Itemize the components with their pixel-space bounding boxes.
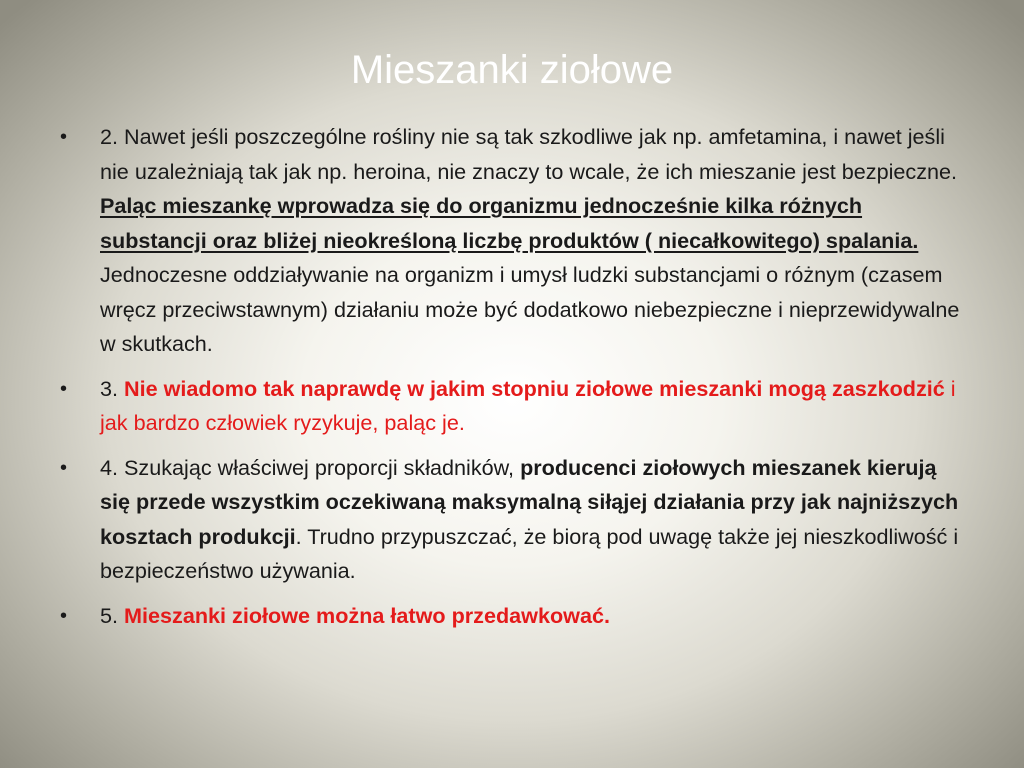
bullet-item-2 — [60, 120, 960, 362]
bullet-icon: • — [60, 604, 68, 627]
bullet-text: 4. Szukając właściwej proporcji składników, — [100, 454, 521, 480]
bullet-item-4 — [60, 451, 960, 589]
bullet-text: 3. — [100, 375, 125, 401]
bullet-icon: • — [60, 377, 68, 400]
slide-title: Mieszanki ziołowe — [350, 48, 674, 92]
bullet-text: Jednoczesne oddziaływanie na organizm i umysł ludzki substancjami o różnym (czasem wręcz przeciwstawnym) działaniu może być dodatkowo niebezpieczne i nieprzewidywalne w skutkach. — [100, 262, 960, 356]
bullet-emphasis-red: Nie wiadomo tak naprawdę w jakim stopniu ziołowe mieszanki mogą zaszkodzić — [124, 375, 945, 401]
bullet-icon: • — [60, 456, 68, 479]
bullet-item-5 — [60, 599, 960, 634]
bullet-list — [60, 120, 960, 643]
bullet-text-red: i jak bardzo człowiek ryzykuje, paląc je. — [100, 375, 956, 435]
bullet-text: 5. — [100, 602, 125, 628]
bullet-emphasis: producenci ziołowych mieszanek kierują się przede wszystkim oczekiwaną maksymalną siłąjej działania przy jak najniższych kosztach produkcji — [100, 454, 959, 549]
bullet-emphasis: Paląc mieszankę wprowadza się do organizmu jednocześnie kilka różnych substancji oraz bliżej nieokreśloną liczbę produktów ( niecałkowitego) spalania. — [100, 193, 919, 253]
bullet-text: 2. Nawet jeśli poszczególne rośliny nie są tak szkodliwe jak np. amfetamina, i nawet jeśli nie uzależniają tak jak np. heroina, nie znaczy to wcale, że ich mieszanie jest bezpieczne. — [100, 124, 958, 184]
bullet-icon: • — [60, 126, 68, 148]
bullet-text: . Trudno przypuszczać, że biorą pod uwagę także jej nieszkodliwość i bezpieczeństwo używania. — [100, 523, 959, 583]
bullet-item-3 — [60, 372, 960, 441]
bullet-emphasis-red: Mieszanki ziołowe można łatwo przedawkować. — [124, 602, 610, 628]
